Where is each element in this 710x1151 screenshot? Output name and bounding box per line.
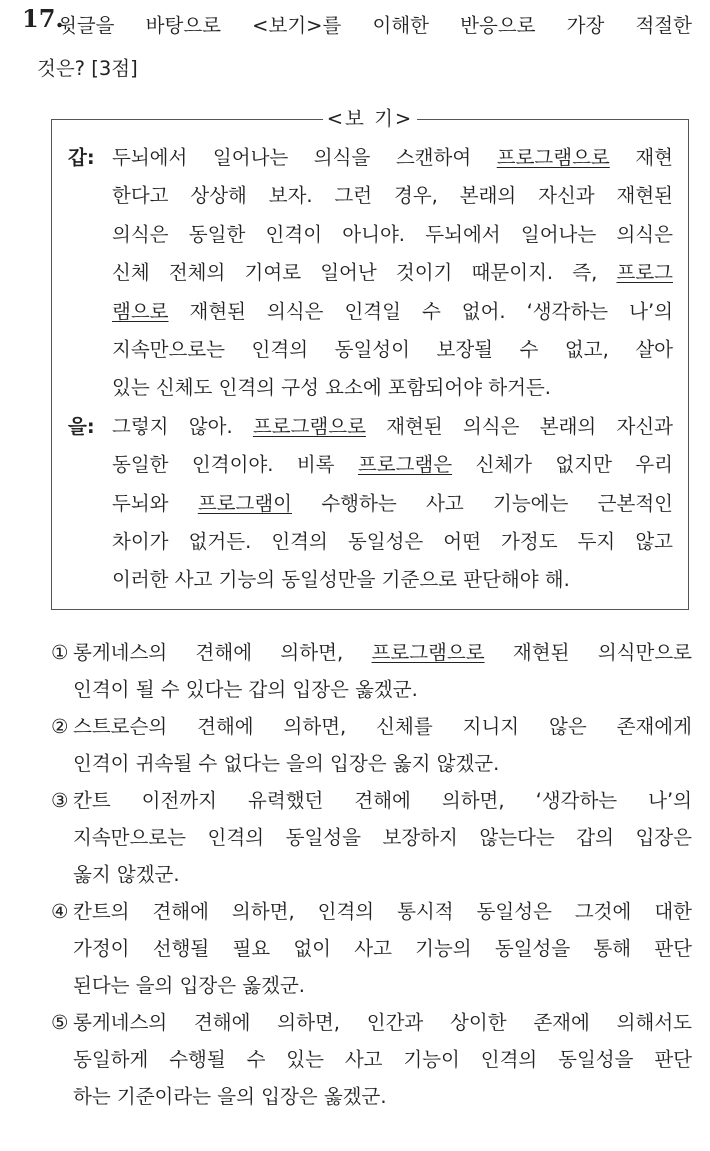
- text-segment: 재현된 의식은 본래의 자신과: [365, 414, 674, 438]
- bogi-title: [52, 108, 688, 130]
- text-line: [112, 485, 673, 523]
- text-line: [112, 369, 673, 407]
- option-1[interactable]: [51, 634, 692, 708]
- text-segment: 롱게네스의 견해에 의하면, 인간과 상이한 존재에 의해서도: [73, 1011, 692, 1034]
- text-line: [73, 967, 692, 1004]
- text-segment: 차이가 없거든. 인격의 동일성은 어떤 가정도 두지 않고: [112, 529, 673, 553]
- text-segment: 롱게네스의 견해에 의하면,: [73, 641, 372, 664]
- question-stem: [22, 4, 692, 90]
- text-segment: 옳지 않겠군.: [73, 863, 180, 886]
- text-segment: 가정이 선행될 필요 없이 사고 기능의 동일성을 통해 판단: [73, 937, 692, 960]
- option-marker: ⑤: [51, 1011, 69, 1034]
- bogi-box: [51, 107, 689, 610]
- text-segment: 지속만으로는 인격의 동일성이 보장될 수 없고, 살아: [112, 337, 673, 361]
- text-line: [73, 671, 692, 708]
- underlined-text: 프로그: [616, 261, 673, 285]
- text-segment: 지속만으로는 인격의 동일성을 보장하지 않는다는 갑의 입장은: [73, 826, 692, 849]
- underlined-text: 프로그램이: [197, 491, 293, 515]
- underlined-text: 램으로: [112, 299, 169, 323]
- text-segment: 재현: [609, 146, 674, 169]
- text-line: [73, 1004, 692, 1041]
- text-segment: 윗글을 바탕으로 <보기>를 이해한 반응으로 가장 적절한: [58, 14, 692, 37]
- option-5[interactable]: [51, 1004, 692, 1115]
- speaker-statement: [112, 408, 673, 600]
- option-2[interactable]: [51, 708, 692, 782]
- option-text: [73, 782, 692, 893]
- text-segment: 칸트의 견해에 의하면, 인격의 통시적 동일성은 그것에 대한: [73, 900, 692, 923]
- text-segment: 인격이 귀속될 수 없다는 을의 입장은 옳지 않겠군.: [73, 752, 500, 775]
- text-segment: 있는 신체도 인격의 구성 요소에 포함되어야 하거든.: [112, 376, 551, 400]
- text-segment: 인격이 될 수 있다는 갑의 입장은 옳겠군.: [73, 678, 418, 701]
- text-segment: 한다고 상상해 보자. 그런 경우, 본래의 자신과 재현된: [112, 184, 673, 208]
- text-line: [112, 293, 673, 331]
- text-line: [73, 782, 692, 819]
- text-segment: 두뇌와: [112, 491, 198, 515]
- underlined-text: 프로그램으로: [252, 414, 366, 438]
- text-line: [58, 4, 692, 47]
- speaker-statement: [112, 139, 673, 408]
- underlined-text: 프로그램은: [357, 453, 453, 477]
- speaker-label: 을:: [68, 414, 95, 438]
- question-number: 17.: [22, 4, 64, 33]
- text-segment: 의식은 동일한 인격이 아니야. 두뇌에서 일어나는 의식은: [112, 222, 673, 246]
- text-segment: 신체가 없지만 우리: [452, 453, 673, 477]
- text-segment: 그렇지 않아.: [112, 414, 253, 438]
- text-segment: 신체 전체의 기여로 일어난 것이기 때문이지. 즉,: [112, 261, 617, 285]
- text-line: [73, 856, 692, 893]
- option-3[interactable]: [51, 782, 692, 893]
- text-segment: 이러한 사고 기능의 동일성만을 기준으로 판단해야 해.: [112, 568, 570, 592]
- option-marker: ④: [51, 900, 69, 923]
- text-line: [73, 634, 692, 671]
- text-line: [73, 745, 692, 782]
- text-segment: 칸트 이전까지 유력했던 견해에 의하면, ‘생각하는 나’의: [73, 789, 692, 812]
- text-segment: 하는 기준이라는 을의 입장은 옳겠군.: [73, 1085, 387, 1108]
- text-line: [73, 893, 692, 930]
- text-segment: 재현된 의식은 인격일 수 없어. ‘생각하는 나’의: [168, 299, 673, 323]
- text-segment: 스트로슨의 견해에 의하면, 신체를 지니지 않은 존재에게: [73, 715, 692, 738]
- option-text: [73, 634, 692, 708]
- text-segment: 수행하는 사고 기능에는 근본적인: [292, 491, 673, 515]
- text-line: [73, 1078, 692, 1115]
- option-text: [73, 708, 692, 782]
- text-line: [112, 216, 673, 254]
- answer-options: [51, 634, 692, 1115]
- text-segment: 된다는 을의 입장은 옳겠군.: [73, 974, 306, 997]
- text-line: [73, 819, 692, 856]
- bogi-title-text: <보 기>: [323, 107, 418, 130]
- text-line: [112, 446, 673, 484]
- text-segment: 동일하게 수행될 수 있는 사고 기능이 인격의 동일성을 판단: [73, 1048, 692, 1071]
- text-line: [112, 331, 673, 369]
- text-line: [112, 561, 673, 599]
- text-line: [73, 1041, 692, 1078]
- text-line: [37, 47, 692, 90]
- text-line: [112, 139, 673, 177]
- text-line: [112, 408, 673, 446]
- option-text: [73, 893, 692, 1004]
- option-marker: ②: [51, 715, 69, 738]
- speaker-label: 갑:: [68, 146, 95, 169]
- text-segment: 것은? [3점]: [37, 57, 138, 80]
- text-line: [112, 177, 673, 215]
- text-line: [73, 930, 692, 967]
- underlined-text: 프로그램으로: [496, 146, 610, 169]
- option-4[interactable]: [51, 893, 692, 1004]
- option-marker: ①: [51, 641, 69, 664]
- speaker-gap: [52, 139, 688, 408]
- option-marker: ③: [51, 789, 69, 812]
- text-segment: 동일한 인격이야. 비록: [112, 453, 358, 477]
- text-line: [112, 523, 673, 561]
- underlined-text: 프로그램으로: [371, 641, 485, 664]
- text-segment: 재현된 의식만으로: [484, 641, 692, 664]
- option-text: [73, 1004, 692, 1115]
- text-segment: 두뇌에서 일어나는 의식을 스캔하여: [112, 146, 497, 169]
- speaker-eul: [52, 408, 688, 600]
- text-line: [112, 254, 673, 292]
- text-line: [73, 708, 692, 745]
